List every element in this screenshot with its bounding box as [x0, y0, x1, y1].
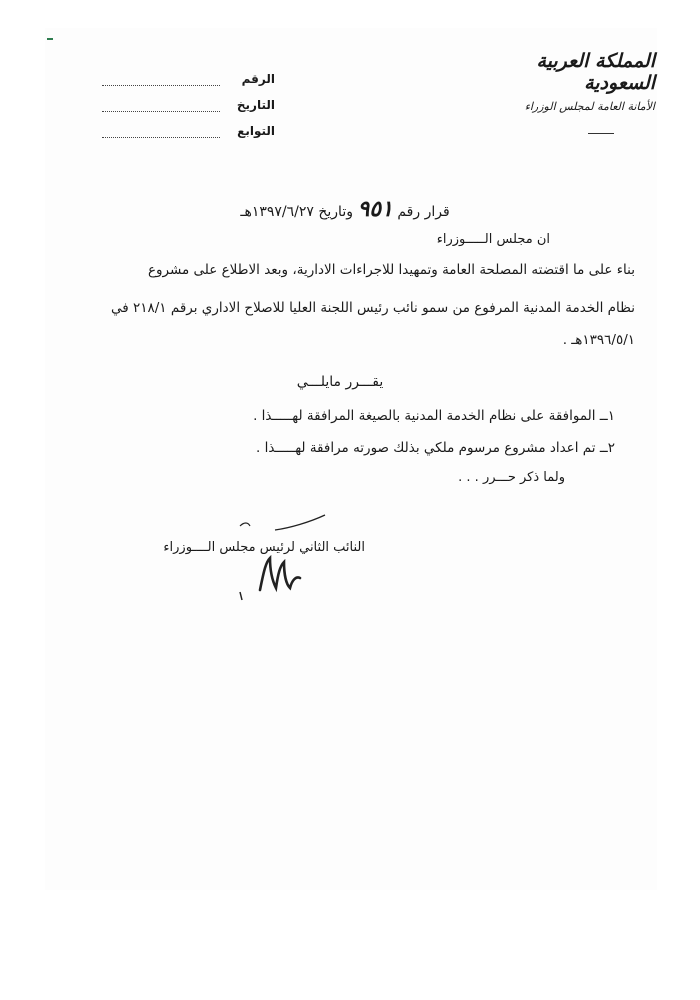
ref-date-row — [100, 86, 275, 112]
letterhead-rule — [588, 133, 614, 134]
decides-heading: يقـــرر مايلـــي — [296, 374, 384, 390]
decision-date-label: وتاريخ — [318, 204, 353, 220]
reference-fields — [100, 60, 275, 138]
body-line-1: بناء على ما اقتضته المصلحة العامة وتمهيدا للاجراءات الادارية، وبعد الاطلاع على مشروع — [147, 262, 635, 278]
decision-item: ٢ــ تم اعداد مشروع مرسوم ملكي بذلك صورته مرافقة لهـــــذا . — [256, 440, 615, 456]
greeting: ان مجلس الـــــوزراء — [436, 232, 550, 247]
document-page — [45, 28, 657, 890]
ref-attachments-label: التوابع — [237, 124, 275, 138]
decision-date: ١٣٩٧/٦/٢٧هـ — [240, 204, 314, 220]
ref-number-line — [102, 71, 220, 86]
letterhead-department: الأمانة العامة لمجلس الوزراء — [524, 100, 655, 113]
decision-item: ١ــ الموافقة على نظام الخدمة المدنية بالصيغة المرافقة لهـــــذا . — [253, 408, 615, 424]
decision-number — [220, 196, 470, 222]
decision-number-value: ٩٥١ — [357, 196, 393, 222]
ref-number-label: الرقم — [241, 72, 275, 86]
body-line-2: نظام الخدمة المدنية المرفوع من سمو نائب رئيس اللجنة العليا للاصلاح الاداري برقم ٢١٨/١ في — [111, 300, 635, 316]
ref-attachments-line — [102, 123, 220, 138]
scan-mark — [47, 38, 53, 40]
ref-date-label: التاريخ — [236, 98, 275, 112]
ref-date-line — [102, 97, 220, 112]
decision-prefix: قرار رقم — [397, 204, 450, 220]
closing-line: ولما ذكر حـــرر . . . — [458, 470, 565, 485]
letterhead-kingdom: المملكة العربية السعودية — [536, 50, 655, 94]
signatory-title: النائب الثاني لرئيس مجلس الــــوزراء — [163, 540, 365, 555]
body-line-3: ١٣٩٦/٥/١هـ . — [562, 332, 635, 348]
letterhead — [505, 50, 655, 113]
ref-number-row — [100, 60, 275, 86]
ref-attachments-row — [100, 112, 275, 138]
handwritten-signature — [230, 500, 360, 610]
